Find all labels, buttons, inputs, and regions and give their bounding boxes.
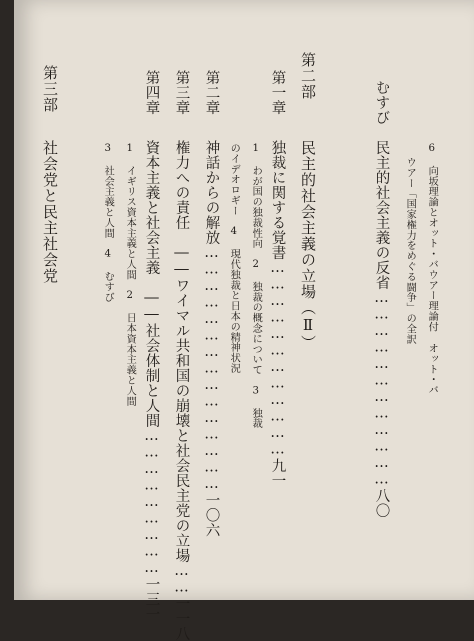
toc-chapter-label: 第一章: [269, 70, 286, 115]
toc-chapter-label: 第三章: [173, 70, 190, 115]
toc-chapter-label: 第二章: [203, 70, 220, 115]
toc-section-list: 3 社会主義と人間 4 むすび: [102, 143, 114, 303]
toc-chapter-title: 独裁に関する覚書………………………………九一: [269, 140, 286, 488]
toc-section-list: 1 イギリス資本主義と人間 2 日本資本主義と人間: [124, 143, 136, 407]
toc-part-title: 社会党と民主社会党: [41, 140, 59, 284]
toc-conclusion-title: 民主的社会主義の反省………………………………八〇: [373, 140, 390, 518]
book-page: [14, 0, 474, 641]
toc-conclusion-label: むすび: [373, 80, 390, 125]
toc-section-note-2: ウアー「国家権力をめぐる闘争」の全訳: [404, 157, 416, 345]
toc-section-note-1: 6 向坂理論とオット・バウアー理論付 オット・バ: [426, 143, 438, 395]
toc-section-list: 1 わが国の独裁性向 2 独裁の概念について 3 独裁: [250, 143, 262, 429]
toc-chapter-title: 権力への責任 ――ワイマル共和国の崩壊と社会民主党の立場……一一八: [173, 140, 190, 641]
toc-part-label: 第三部: [41, 65, 59, 113]
toc-chapter-title: 神話からの解放………………………………………一〇六: [203, 140, 220, 538]
toc-chapter-title: 資本主義と社会主義 ――社会体制と人間………………………一三一: [143, 140, 160, 622]
toc-part-title: 民主的社会主義の立場（Ⅱ）: [299, 140, 317, 351]
toc-chapter-label: 第四章: [143, 70, 160, 115]
toc-section-list: のイデオロギー 4 現代独裁と日本の精神状況: [228, 143, 240, 374]
toc-part-label: 第二部: [299, 52, 317, 100]
